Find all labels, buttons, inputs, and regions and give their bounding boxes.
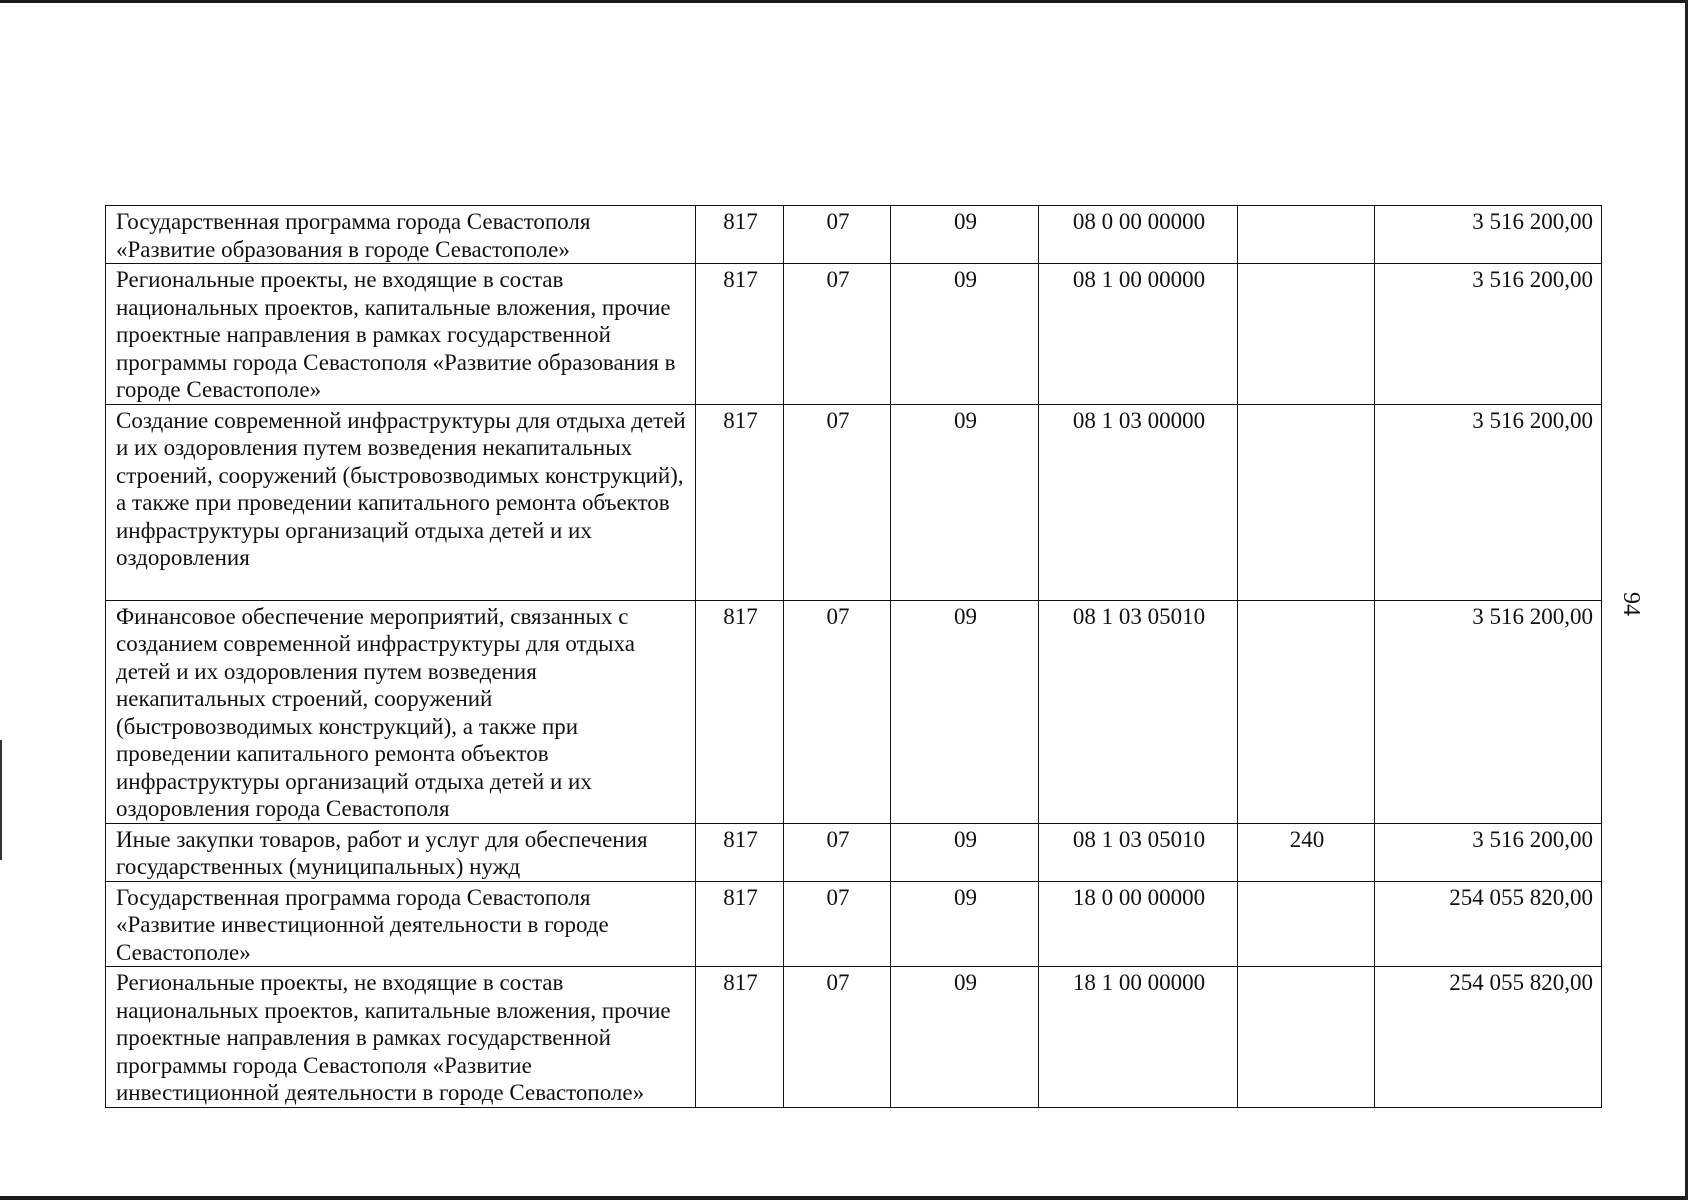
row-name: Создание современной инфраструктуры для отдыха детей и их оздоровления путем возведения некапитальных строений, сооружений (быстровозводимых конструкций), а также при проведении капитального ремонта объектов инфраструктуры организаций отдыха детей и их оздоровления bbox=[106, 404, 696, 600]
row-expense-type bbox=[1238, 404, 1375, 600]
row-target-article: 08 0 00 00000 bbox=[1039, 206, 1238, 264]
row-target-article: 08 1 03 00000 bbox=[1039, 404, 1238, 600]
row-expense-type bbox=[1238, 206, 1375, 264]
row-name: Региональные проекты, не входящие в состав национальных проектов, капитальные вложения, прочие проектные направления в рамках государственной программы города Севастополя «Развитие образования в городе Севастополе» bbox=[106, 264, 696, 405]
table-row bbox=[106, 881, 1602, 967]
row-target-article: 08 1 00 00000 bbox=[1039, 264, 1238, 405]
row-expense-type bbox=[1238, 264, 1375, 405]
scan-edge-top bbox=[0, 0, 1688, 3]
row-subsection-code: 09 bbox=[891, 967, 1039, 1108]
row-section-code: 07 bbox=[784, 206, 891, 264]
row-grbs-code: 817 bbox=[696, 264, 784, 405]
row-section-code: 07 bbox=[784, 881, 891, 967]
row-expense-type bbox=[1238, 967, 1375, 1108]
row-subsection-code: 09 bbox=[891, 600, 1039, 823]
table-row bbox=[106, 206, 1602, 264]
row-subsection-code: 09 bbox=[891, 264, 1039, 405]
row-expense-type bbox=[1238, 600, 1375, 823]
row-grbs-code: 817 bbox=[696, 881, 784, 967]
row-amount: 3 516 200,00 bbox=[1375, 823, 1602, 881]
row-subsection-code: 09 bbox=[891, 404, 1039, 600]
page-number: 94 bbox=[1618, 592, 1644, 616]
row-section-code: 07 bbox=[784, 404, 891, 600]
row-grbs-code: 817 bbox=[696, 404, 784, 600]
table-row bbox=[106, 967, 1602, 1108]
row-subsection-code: 09 bbox=[891, 823, 1039, 881]
row-grbs-code: 817 bbox=[696, 206, 784, 264]
row-name: Государственная программа города Севастополя «Развитие инвестиционной деятельности в городе Севастополе» bbox=[106, 881, 696, 967]
row-target-article: 08 1 03 05010 bbox=[1039, 600, 1238, 823]
row-subsection-code: 09 bbox=[891, 206, 1039, 264]
row-section-code: 07 bbox=[784, 264, 891, 405]
row-name: Финансовое обеспечение мероприятий, связанных с созданием современной инфраструктуры для отдыха детей и их оздоровления путем возведения некапитальных строений, сооружений (быстровозводимых конструкций), а также при проведении капитального ремонта объектов инфраструктуры организаций отдыха детей и их оздоровления города Севастополя bbox=[106, 600, 696, 823]
row-name: Иные закупки товаров, работ и услуг для обеспечения государственных (муниципальных) нужд bbox=[106, 823, 696, 881]
table-row bbox=[106, 823, 1602, 881]
scan-edge-left bbox=[0, 740, 2, 860]
budget-table bbox=[105, 205, 1602, 1108]
row-section-code: 07 bbox=[784, 600, 891, 823]
row-name: Региональные проекты, не входящие в состав национальных проектов, капитальные вложения, прочие проектные направления в рамках государственной программы города Севастополя «Развитие инвестиционной деятельности в городе Севастополе» bbox=[106, 967, 696, 1108]
row-target-article: 18 1 00 00000 bbox=[1039, 967, 1238, 1108]
row-subsection-code: 09 bbox=[891, 881, 1039, 967]
table-row bbox=[106, 404, 1602, 600]
row-section-code: 07 bbox=[784, 823, 891, 881]
row-section-code: 07 bbox=[784, 967, 891, 1108]
row-name: Государственная программа города Севастополя «Развитие образования в городе Севастополе» bbox=[106, 206, 696, 264]
row-amount: 254 055 820,00 bbox=[1375, 967, 1602, 1108]
row-target-article: 18 0 00 00000 bbox=[1039, 881, 1238, 967]
table-row bbox=[106, 264, 1602, 405]
row-amount: 3 516 200,00 bbox=[1375, 404, 1602, 600]
row-grbs-code: 817 bbox=[696, 823, 784, 881]
table-row bbox=[106, 600, 1602, 823]
row-grbs-code: 817 bbox=[696, 600, 784, 823]
row-amount: 3 516 200,00 bbox=[1375, 600, 1602, 823]
row-grbs-code: 817 bbox=[696, 967, 784, 1108]
scan-edge-bottom bbox=[0, 1196, 1688, 1200]
row-amount: 3 516 200,00 bbox=[1375, 206, 1602, 264]
row-amount: 254 055 820,00 bbox=[1375, 881, 1602, 967]
row-expense-type bbox=[1238, 881, 1375, 967]
row-expense-type: 240 bbox=[1238, 823, 1375, 881]
row-target-article: 08 1 03 05010 bbox=[1039, 823, 1238, 881]
row-amount: 3 516 200,00 bbox=[1375, 264, 1602, 405]
